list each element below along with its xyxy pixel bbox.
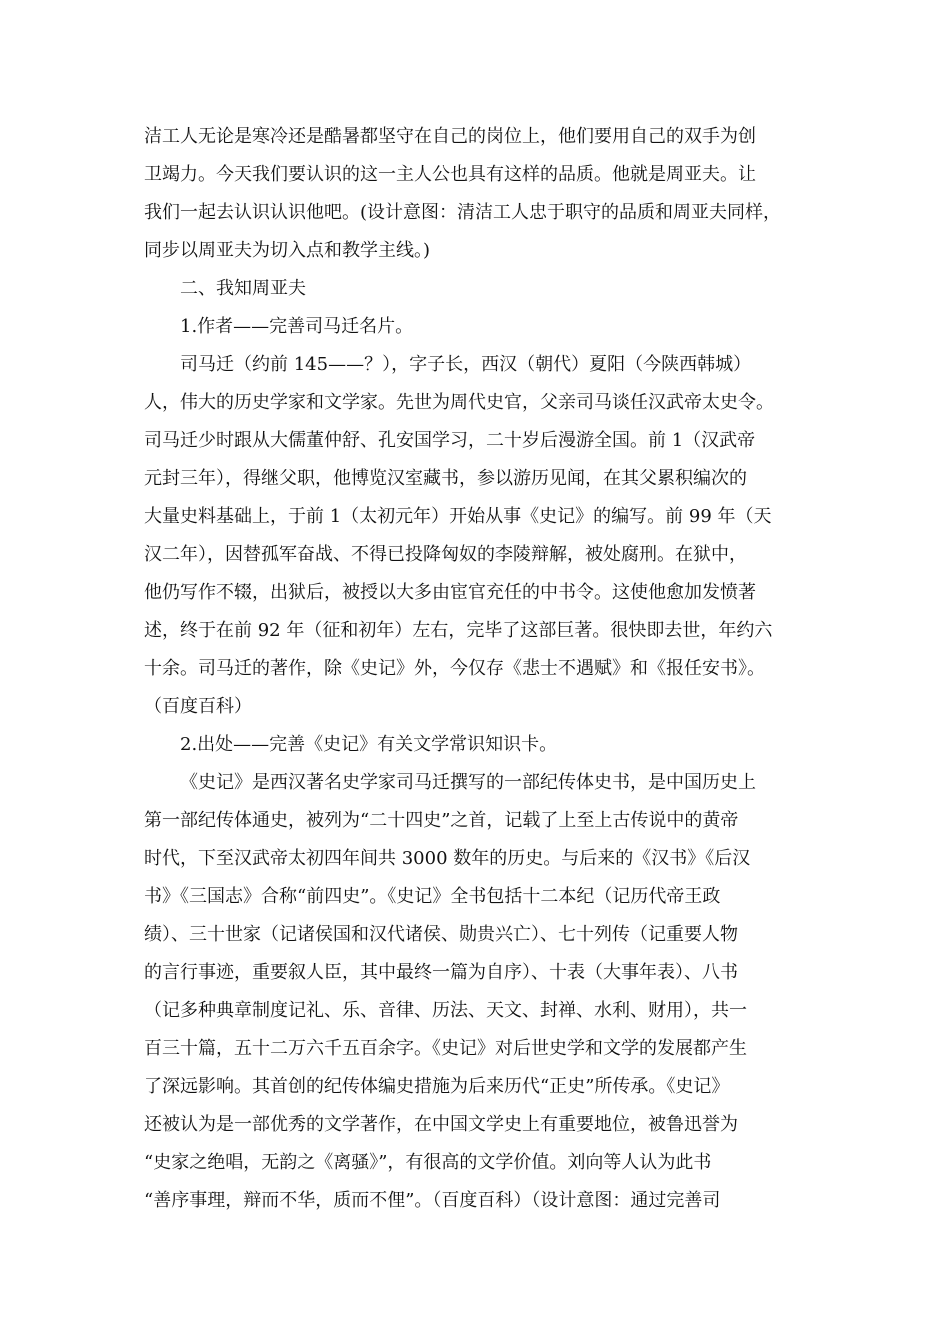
document-body [144, 118, 804, 1220]
text-line: “善序事理，辩而不华，质而不俚”。（百度百科）（设计意图：通过完善司 [144, 1190, 721, 1211]
text-line: 了深远影响。其首创的纪传体编史措施为后来历代“正史”所传承。《史记》 [144, 1076, 730, 1097]
text-line: 百三十篇，五十二万六千五百余字。《史记》对后世史学和文学的发展都产生 [144, 1038, 747, 1059]
text-line: 的言行事迹，重要叙人臣，其中最终一篇为自序）、十表（大事年表）、八书 [144, 962, 738, 983]
text-line: 人，伟大的历史学家和文学家。先世为周代史官，父亲司马谈任汉武帝太史令。 [144, 392, 774, 413]
text-line: 元封三年），得继父职，他博览汉室藏书，参以游历见闻，在其父累积编次的 [144, 468, 747, 489]
text-line: 卫竭力。今天我们要认识的这一主人公也具有这样的品质。他就是周亚夫。让 [144, 164, 756, 185]
text-line: 第一部纪传体通史，被列为“二十四史”之首，记载了上至上古传说中的黄帝 [144, 810, 739, 831]
text-line: 司马迁（约前 145——？），字子长，西汉（朝代）夏阳（今陕西韩城） [180, 354, 752, 375]
text-line: 他仍写作不辍，出狱后，被授以大多由宦官充任的中书令。这使他愈加发愤著 [144, 582, 756, 603]
text-line: 我们一起去认识认识他吧。(设计意图：清洁工人忠于职守的品质和周亚夫同样， [144, 202, 782, 223]
text-line: 2.出处——完善《史记》有关文学常识知识卡。 [180, 734, 558, 755]
text-line: 十余。司马迁的著作，除《史记》外，今仅存《悲士不遇赋》和《报任安书》。 [144, 658, 765, 679]
text-line: 时代，下至汉武帝太初四年间共 3000 数年的历史。与后来的《汉书》《后汉 [144, 848, 751, 869]
text-line: （百度百科） [144, 696, 252, 717]
text-line: 书》《三国志》合称“前四史”。《史记》全书包括十二本纪（记历代帝王政 [144, 886, 721, 907]
text-line: 还被认为是一部优秀的文学著作，在中国文学史上有重要地位，被鲁迅誉为 [144, 1114, 738, 1135]
text-line: 汉二年），因替孤军奋战、不得已投降匈奴的李陵辩解，被处腐刑。在狱中， [144, 544, 747, 565]
text-line: 绩）、三十世家（记诸侯国和汉代诸侯、勋贵兴亡）、七十列传（记重要人物 [144, 924, 738, 945]
text-line: 司马迁少时跟从大儒董仲舒、孔安国学习，二十岁后漫游全国。前 1（汉武帝 [144, 430, 756, 451]
text-line: 大量史料基础上，于前 1（太初元年）开始从事《史记》的编写。前 99 年（天 [144, 506, 772, 527]
text-line: 述，终于在前 92 年（征和初年）左右，完毕了这部巨著。很快即去世，年约六 [144, 620, 773, 641]
text-line: 《史记》是西汉著名史学家司马迁撰写的一部纪传体史书，是中国历史上 [180, 772, 756, 793]
text-line: 洁工人无论是寒冷还是酷暑都坚守在自己的岗位上，他们要用自己的双手为创 [144, 126, 756, 147]
text-line: 同步以周亚夫为切入点和教学主线。) [144, 240, 431, 261]
text-line: 1.作者——完善司马迁名片。 [180, 316, 414, 337]
text-line: 二、我知周亚夫 [180, 278, 306, 299]
text-line: （记多种典章制度记礼、乐、音律、历法、天文、封禅、水利、财用），共一 [144, 1000, 747, 1021]
text-line: “史家之绝唱，无韵之《离骚》”，有很高的文学价值。刘向等人认为此书 [144, 1152, 712, 1173]
